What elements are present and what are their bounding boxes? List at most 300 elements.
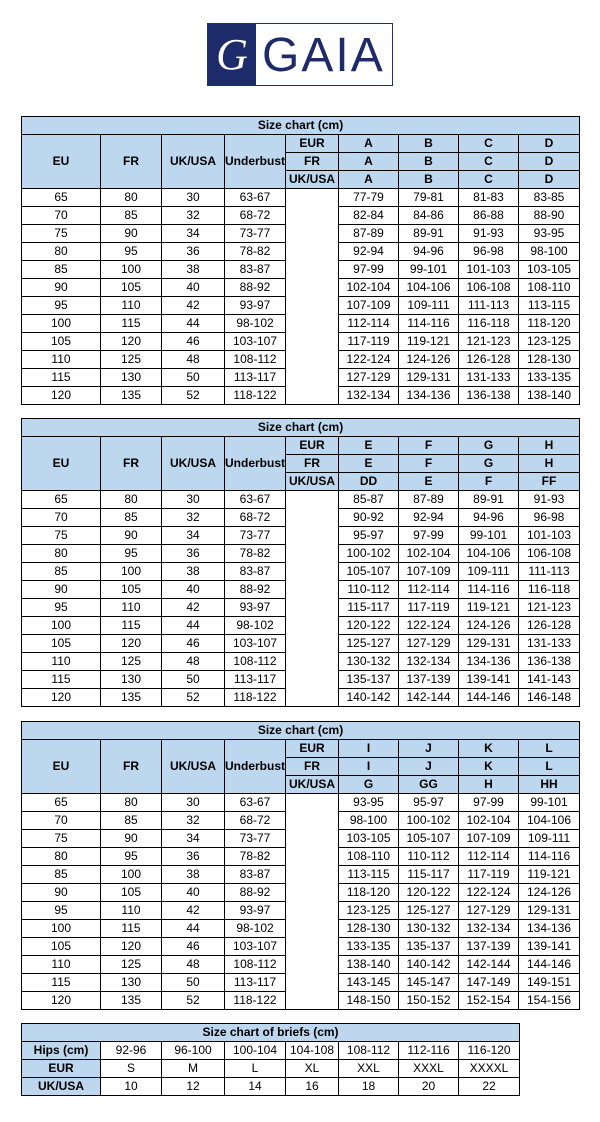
underbust-range: 108-112 [225,653,286,671]
fr-band-size: 90 [101,830,162,848]
underbust-range: 88-92 [225,884,286,902]
briefs-value: 92-96 [101,1042,162,1060]
underbust-range: 73-77 [225,225,286,243]
bust-range: 119-121 [519,866,580,884]
bust-range: 123-125 [339,902,399,920]
table-row [22,1078,520,1096]
fr-band-size: 135 [101,387,162,405]
bust-range: 115-117 [399,866,459,884]
cup-size-header: E [339,455,399,473]
eu-band-size: 120 [22,992,101,1010]
col-header-fr: FR [101,135,162,189]
eu-band-size: 80 [22,243,101,261]
bust-range: 132-134 [399,653,459,671]
bust-range: 144-146 [519,956,580,974]
bust-range: 137-139 [399,671,459,689]
uk-usa-band-size: 52 [162,992,225,1010]
table-row [22,617,580,635]
bust-range: 114-116 [399,315,459,333]
uk-usa-band-size: 42 [162,902,225,920]
chart-title: Size chart (cm) [22,117,580,135]
briefs-value: 96-100 [162,1042,225,1060]
bust-range: 104-106 [459,545,519,563]
cup-system-label: EUR [286,740,339,758]
bust-range: 115-117 [339,599,399,617]
underbust-range: 108-112 [225,351,286,369]
col-header-fr: FR [101,740,162,794]
eu-band-size: 90 [22,884,101,902]
table-row [22,279,580,297]
bust-range: 95-97 [339,527,399,545]
uk-usa-band-size: 44 [162,315,225,333]
table-row [22,884,580,902]
table-row [22,225,580,243]
bust-range: 124-126 [519,884,580,902]
underbust-range: 93-97 [225,902,286,920]
table-row [22,369,580,387]
eu-band-size: 75 [22,225,101,243]
briefs-value: XL [286,1060,339,1078]
fr-band-size: 95 [101,545,162,563]
underbust-range: 103-107 [225,938,286,956]
fr-band-size: 130 [101,974,162,992]
bust-range: 133-135 [339,938,399,956]
size-chart-table-1 [21,116,580,405]
bust-range: 125-127 [339,635,399,653]
uk-usa-band-size: 40 [162,279,225,297]
table-row [22,545,580,563]
spacer-cell [286,794,339,812]
cup-system-label: FR [286,758,339,776]
bust-range: 122-124 [339,351,399,369]
bust-range: 102-104 [399,545,459,563]
table-row [22,938,580,956]
fr-band-size: 125 [101,351,162,369]
eu-band-size: 105 [22,938,101,956]
bust-range: 128-130 [339,920,399,938]
fr-band-size: 135 [101,992,162,1010]
logo-monogram: G [208,24,256,85]
bust-range: 143-145 [339,974,399,992]
bust-range: 91-93 [519,491,580,509]
bust-range: 102-104 [339,279,399,297]
cup-size-header: A [339,135,399,153]
col-header-uk-usa: UK/USA [162,740,225,794]
table-row [22,974,580,992]
bust-range: 124-126 [399,351,459,369]
size-chart-table-2 [21,418,580,707]
bust-range: 134-136 [399,387,459,405]
bust-range: 102-104 [459,812,519,830]
underbust-range: 113-117 [225,369,286,387]
bust-range: 93-95 [519,225,580,243]
bust-range: 135-137 [399,938,459,956]
bust-range: 146-148 [519,689,580,707]
cup-size-header: A [339,171,399,189]
uk-usa-band-size: 34 [162,527,225,545]
briefs-value: 14 [225,1078,286,1096]
briefs-value: XXXXL [459,1060,520,1078]
eu-band-size: 85 [22,563,101,581]
cup-system-label: EUR [286,135,339,153]
briefs-value: 22 [459,1078,520,1096]
bust-range: 138-140 [339,956,399,974]
table-row [22,1042,520,1060]
spacer-cell [286,848,339,866]
bust-range: 94-96 [459,509,519,527]
fr-band-size: 80 [101,189,162,207]
underbust-range: 83-87 [225,866,286,884]
bust-range: 129-131 [399,369,459,387]
bust-range: 127-129 [399,635,459,653]
underbust-range: 68-72 [225,812,286,830]
briefs-value: 20 [399,1078,459,1096]
spacer-cell [286,974,339,992]
bust-range: 117-119 [399,599,459,617]
bust-range: 105-107 [339,563,399,581]
underbust-range: 98-102 [225,617,286,635]
table-row [22,351,580,369]
bust-range: 100-102 [339,545,399,563]
uk-usa-band-size: 46 [162,333,225,351]
bust-range: 112-114 [339,315,399,333]
bust-range: 126-128 [519,617,580,635]
spacer-cell [286,351,339,369]
cup-size-header: B [399,153,459,171]
bust-range: 117-119 [339,333,399,351]
eu-band-size: 80 [22,545,101,563]
eu-band-size: 100 [22,315,101,333]
bust-range: 109-111 [459,563,519,581]
bust-range: 148-150 [339,992,399,1010]
cup-size-header: H [459,776,519,794]
bust-range: 87-89 [339,225,399,243]
col-header-underbust: Underbust [225,135,286,189]
bust-range: 107-109 [339,297,399,315]
bust-range: 103-105 [519,261,580,279]
briefs-value: 18 [339,1078,399,1096]
col-header-underbust: Underbust [225,740,286,794]
uk-usa-band-size: 40 [162,581,225,599]
col-header-eu: EU [22,437,101,491]
spacer-cell [286,671,339,689]
bust-range: 112-114 [399,581,459,599]
bust-range: 120-122 [399,884,459,902]
briefs-value: L [225,1060,286,1078]
uk-usa-band-size: 32 [162,812,225,830]
fr-band-size: 105 [101,884,162,902]
bust-range: 90-92 [339,509,399,527]
briefs-row-label: EUR [22,1060,101,1078]
table-row [22,509,580,527]
bust-range: 122-124 [399,617,459,635]
fr-band-size: 85 [101,812,162,830]
spacer-cell [286,599,339,617]
fr-band-size: 135 [101,689,162,707]
bust-range: 100-102 [399,812,459,830]
bust-range: 125-127 [399,902,459,920]
bust-range: 116-118 [519,581,580,599]
briefs-value: 12 [162,1078,225,1096]
fr-band-size: 100 [101,866,162,884]
spacer-cell [286,225,339,243]
bust-range: 94-96 [399,243,459,261]
bust-range: 92-94 [399,509,459,527]
uk-usa-band-size: 30 [162,794,225,812]
table-row [22,992,580,1010]
fr-band-size: 95 [101,243,162,261]
underbust-range: 118-122 [225,387,286,405]
bust-range: 101-103 [459,261,519,279]
chart-title: Size chart (cm) [22,722,580,740]
bust-range: 104-106 [399,279,459,297]
bust-range: 135-137 [339,671,399,689]
bust-range: 112-114 [459,848,519,866]
cup-system-label: UK/USA [286,776,339,794]
briefs-value: 112-116 [399,1042,459,1060]
table-row [22,297,580,315]
bust-range: 83-85 [519,189,580,207]
bust-range: 103-105 [339,830,399,848]
spacer-cell [286,491,339,509]
briefs-value: 116-120 [459,1042,520,1060]
spacer-cell [286,884,339,902]
spacer-cell [286,902,339,920]
uk-usa-band-size: 32 [162,207,225,225]
bust-range: 86-88 [459,207,519,225]
col-header-underbust: Underbust [225,437,286,491]
brand-logo [207,23,393,86]
fr-band-size: 125 [101,653,162,671]
bust-range: 123-125 [519,333,580,351]
bust-range: 129-131 [519,902,580,920]
bust-range: 77-79 [339,189,399,207]
bust-range: 118-120 [339,884,399,902]
spacer-cell [286,297,339,315]
briefs-value: 104-108 [286,1042,339,1060]
bust-range: 82-84 [339,207,399,225]
underbust-range: 63-67 [225,491,286,509]
cup-size-header: J [399,740,459,758]
uk-usa-band-size: 48 [162,956,225,974]
bust-range: 97-99 [339,261,399,279]
bust-range: 147-149 [459,974,519,992]
spacer-cell [286,812,339,830]
cup-size-header: HH [519,776,580,794]
fr-band-size: 105 [101,279,162,297]
eu-band-size: 100 [22,617,101,635]
bust-range: 141-143 [519,671,580,689]
fr-band-size: 80 [101,491,162,509]
bust-range: 113-115 [339,866,399,884]
table-row [22,671,580,689]
table-row [22,261,580,279]
bust-range: 79-81 [399,189,459,207]
fr-band-size: 105 [101,581,162,599]
cup-size-header: J [399,758,459,776]
cup-size-header: G [339,776,399,794]
briefs-value: XXL [339,1060,399,1078]
cup-system-label: FR [286,153,339,171]
bust-range: 97-99 [399,527,459,545]
cup-size-header: H [519,455,580,473]
eu-band-size: 120 [22,387,101,405]
spacer-cell [286,527,339,545]
cup-size-header: D [519,171,580,189]
table-row [22,189,580,207]
briefs-value: S [101,1060,162,1078]
fr-band-size: 120 [101,333,162,351]
bust-range: 107-109 [459,830,519,848]
cup-size-header: C [459,153,519,171]
bust-range: 97-99 [459,794,519,812]
bust-range: 130-132 [399,920,459,938]
fr-band-size: 120 [101,635,162,653]
cup-size-header: D [519,153,580,171]
table-row [22,635,580,653]
bust-range: 105-107 [399,830,459,848]
table-row [22,243,580,261]
eu-band-size: 85 [22,261,101,279]
fr-band-size: 110 [101,902,162,920]
uk-usa-band-size: 34 [162,830,225,848]
uk-usa-band-size: 42 [162,297,225,315]
cup-size-header: I [339,758,399,776]
briefs-row-label: UK/USA [22,1078,101,1096]
fr-band-size: 100 [101,261,162,279]
spacer-cell [286,956,339,974]
table-row [22,830,580,848]
uk-usa-band-size: 44 [162,920,225,938]
bust-range: 121-123 [519,599,580,617]
eu-band-size: 85 [22,866,101,884]
spacer-cell [286,387,339,405]
eu-band-size: 75 [22,527,101,545]
uk-usa-band-size: 42 [162,599,225,617]
col-header-fr: FR [101,437,162,491]
bust-range: 130-132 [339,653,399,671]
bust-range: 88-90 [519,207,580,225]
table-row [22,812,580,830]
underbust-range: 73-77 [225,527,286,545]
bust-range: 127-129 [459,902,519,920]
spacer-cell [286,369,339,387]
bust-range: 129-131 [459,635,519,653]
cup-size-header: D [519,135,580,153]
fr-band-size: 115 [101,315,162,333]
eu-band-size: 115 [22,369,101,387]
cup-size-header: L [519,758,580,776]
underbust-range: 118-122 [225,689,286,707]
bust-range: 89-91 [399,225,459,243]
bust-range: 92-94 [339,243,399,261]
table-row [22,333,580,351]
fr-band-size: 85 [101,509,162,527]
spacer-cell [286,545,339,563]
spacer-cell [286,938,339,956]
table-row [22,653,580,671]
spacer-cell [286,279,339,297]
cup-size-header: K [459,740,519,758]
cup-size-header: B [399,171,459,189]
underbust-range: 63-67 [225,189,286,207]
bust-range: 91-93 [459,225,519,243]
fr-band-size: 80 [101,794,162,812]
bust-range: 81-83 [459,189,519,207]
eu-band-size: 95 [22,599,101,617]
uk-usa-band-size: 40 [162,884,225,902]
fr-band-size: 120 [101,938,162,956]
fr-band-size: 125 [101,956,162,974]
size-chart-table-3 [21,721,580,1010]
spacer-cell [286,261,339,279]
uk-usa-band-size: 48 [162,653,225,671]
eu-band-size: 115 [22,671,101,689]
bust-range: 131-133 [459,369,519,387]
spacer-cell [286,992,339,1010]
uk-usa-band-size: 38 [162,866,225,884]
uk-usa-band-size: 52 [162,387,225,405]
bust-range: 107-109 [399,563,459,581]
bust-range: 120-122 [339,617,399,635]
eu-band-size: 120 [22,689,101,707]
underbust-range: 83-87 [225,261,286,279]
bust-range: 124-126 [459,617,519,635]
chart-title: Size chart (cm) [22,419,580,437]
spacer-cell [286,920,339,938]
bust-range: 121-123 [459,333,519,351]
bust-range: 142-144 [399,689,459,707]
bust-range: 110-112 [339,581,399,599]
underbust-range: 98-102 [225,315,286,333]
bust-range: 110-112 [399,848,459,866]
underbust-range: 83-87 [225,563,286,581]
table-row [22,527,580,545]
uk-usa-band-size: 36 [162,545,225,563]
bust-range: 116-118 [459,315,519,333]
bust-range: 101-103 [519,527,580,545]
bust-range: 149-151 [519,974,580,992]
uk-usa-band-size: 50 [162,974,225,992]
underbust-range: 108-112 [225,956,286,974]
underbust-range: 63-67 [225,794,286,812]
fr-band-size: 85 [101,207,162,225]
eu-band-size: 110 [22,956,101,974]
bust-range: 111-113 [519,563,580,581]
cup-system-label: UK/USA [286,171,339,189]
spacer-cell [286,581,339,599]
bust-range: 132-134 [339,387,399,405]
bust-range: 131-133 [519,635,580,653]
cup-size-header: GG [399,776,459,794]
bust-range: 118-120 [519,315,580,333]
table-row [22,956,580,974]
underbust-range: 73-77 [225,830,286,848]
bust-range: 111-113 [459,297,519,315]
uk-usa-band-size: 46 [162,635,225,653]
fr-band-size: 110 [101,297,162,315]
col-header-uk-usa: UK/USA [162,437,225,491]
uk-usa-band-size: 48 [162,351,225,369]
bust-range: 119-121 [459,599,519,617]
cup-size-header: G [459,455,519,473]
col-header-uk-usa: UK/USA [162,135,225,189]
bust-range: 144-146 [459,689,519,707]
underbust-range: 78-82 [225,848,286,866]
col-header-eu: EU [22,135,101,189]
table-row [22,563,580,581]
bust-range: 108-110 [519,279,580,297]
